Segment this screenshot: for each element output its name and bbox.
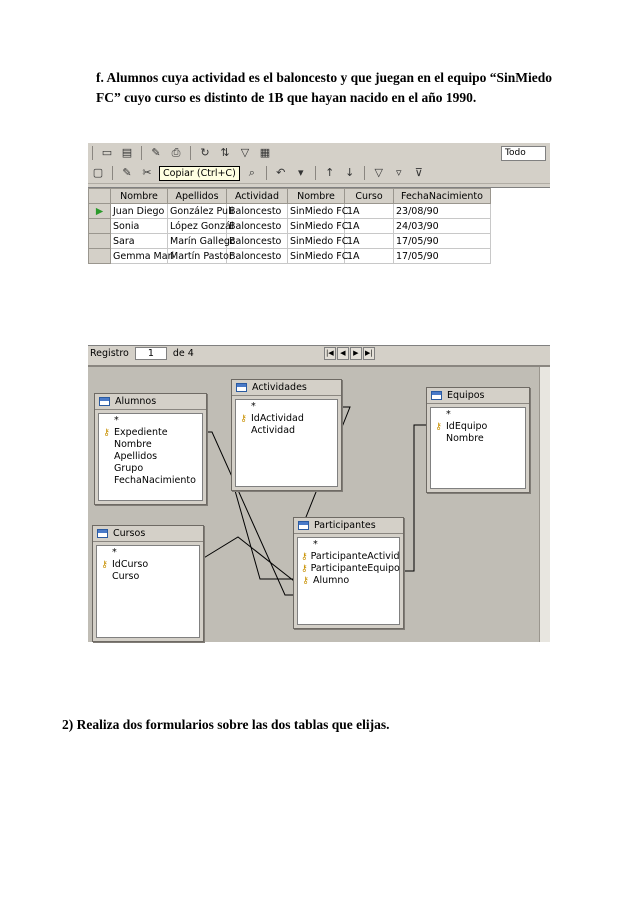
database-screenshot xyxy=(88,143,550,640)
key-icon: ⚷ xyxy=(302,576,309,586)
table-cell[interactable]: 17/05/90 xyxy=(394,249,491,264)
table-cell[interactable]: López Gonzál xyxy=(168,219,227,234)
new-document-icon[interactable]: ▭ xyxy=(101,146,113,159)
field-name: Grupo xyxy=(114,463,144,474)
relation-line-cursos-participantes xyxy=(202,537,294,581)
key-icon: ⚷ xyxy=(103,428,110,438)
field-item[interactable] xyxy=(102,427,202,439)
table-cursos[interactable] xyxy=(92,525,204,642)
field-item[interactable] xyxy=(102,439,202,451)
record-number-input[interactable]: 1 xyxy=(135,347,167,360)
table-cell[interactable]: Baloncesto xyxy=(227,204,288,219)
record-navigation-bar xyxy=(88,345,550,361)
field-name: * xyxy=(112,547,117,558)
table-cell[interactable]: Baloncesto xyxy=(227,219,288,234)
table-cell[interactable]: Baloncesto xyxy=(227,249,288,264)
table-cell[interactable]: 1A xyxy=(345,219,394,234)
undo-icon[interactable]: ↶ xyxy=(276,166,286,179)
field-list xyxy=(98,413,203,501)
field-name: * xyxy=(251,401,256,412)
relationship-diagram xyxy=(88,365,550,642)
row-header[interactable] xyxy=(89,249,111,264)
save-icon[interactable]: ▤ xyxy=(121,146,133,159)
table-title: Actividades xyxy=(252,382,307,393)
table-icon xyxy=(99,397,110,406)
column-header[interactable]: Nombre xyxy=(288,189,345,204)
table-cell[interactable]: Juan Diego xyxy=(111,204,168,219)
remove-filter-icon[interactable]: ⊽ xyxy=(414,166,423,179)
key-icon: ⚷ xyxy=(435,422,442,432)
field-name: Alumno xyxy=(313,575,350,586)
table-participantes[interactable] xyxy=(293,517,404,629)
field-item[interactable] xyxy=(100,547,199,559)
standard-filter-icon[interactable]: ▿ xyxy=(396,166,402,179)
table-cell[interactable]: Sara xyxy=(111,234,168,249)
table-header[interactable] xyxy=(232,380,341,396)
field-list xyxy=(235,399,338,487)
field-name: FechaNacimiento xyxy=(114,475,196,486)
table-header[interactable] xyxy=(294,518,403,534)
field-item[interactable] xyxy=(301,551,399,563)
table-row[interactable] xyxy=(89,249,491,264)
sort-descending-icon[interactable]: ↓ xyxy=(345,166,355,179)
dropdown-arrow-icon[interactable]: ▾ xyxy=(298,166,304,179)
table-title: Equipos xyxy=(447,390,485,401)
table-row[interactable] xyxy=(89,204,491,219)
table-actividades[interactable] xyxy=(231,379,342,491)
last-record-icon[interactable]: ▶| xyxy=(363,347,375,360)
filter-combo[interactable]: Todo xyxy=(501,146,546,161)
row-header-corner xyxy=(89,189,111,204)
table-icon xyxy=(298,521,309,530)
table-cell[interactable]: SinMiedo FC xyxy=(288,249,345,264)
question-f-text: f. Alumnos cuya actividad es el baloncesto y que juegan en el equipo “SinMiedo FC” cuyo curso es distinto de 1B que hayan nacido en el año 1990. xyxy=(96,70,553,105)
vertical-scrollbar[interactable] xyxy=(539,367,550,642)
cut-icon[interactable]: ✂ xyxy=(142,166,152,179)
field-item[interactable] xyxy=(301,563,399,575)
separator xyxy=(92,146,93,160)
field-name: * xyxy=(313,539,318,550)
result-table xyxy=(88,188,491,264)
sort-icon[interactable]: ⇅ xyxy=(220,146,230,159)
field-name: ParticipanteEquipo xyxy=(310,563,400,574)
column-header[interactable]: FechaNacimiento xyxy=(394,189,491,204)
table-icon xyxy=(236,383,247,392)
table-title: Alumnos xyxy=(115,396,157,407)
column-header[interactable]: Apellidos xyxy=(168,189,227,204)
table-title: Participantes xyxy=(314,520,376,531)
field-name: Expediente xyxy=(114,427,168,438)
field-list xyxy=(96,545,200,638)
toolbar-bottom xyxy=(88,163,550,184)
table-cell[interactable]: Martín Pastor xyxy=(168,249,227,264)
field-name: Nombre xyxy=(446,433,484,444)
field-item[interactable] xyxy=(102,475,202,487)
table-row[interactable] xyxy=(89,219,491,234)
field-name: Actividad xyxy=(251,425,296,436)
table-cell[interactable]: SinMiedo FC xyxy=(288,234,345,249)
find-icon[interactable]: ⌕ xyxy=(248,166,255,179)
first-record-icon[interactable]: |◀ xyxy=(324,347,336,360)
filter-icon[interactable]: ▽ xyxy=(240,146,250,159)
separator xyxy=(112,166,113,180)
field-item[interactable] xyxy=(434,409,525,421)
separator xyxy=(266,166,267,180)
separator xyxy=(315,166,316,180)
field-item[interactable] xyxy=(301,575,399,587)
edit-icon[interactable]: ✎ xyxy=(151,146,161,159)
table-icon xyxy=(97,529,108,538)
table-cell[interactable]: Baloncesto xyxy=(227,234,288,249)
relation-line-equipos-participantes xyxy=(402,425,426,571)
table-alumnos[interactable] xyxy=(94,393,207,505)
table-cell[interactable]: SinMiedo FC xyxy=(288,219,345,234)
table-cell[interactable]: 17/05/90 xyxy=(394,234,491,249)
table-header-row xyxy=(89,189,491,204)
copy-tooltip: Copiar (Ctrl+C) xyxy=(159,166,240,181)
table-cell[interactable]: 1A xyxy=(345,234,394,249)
table-cell[interactable]: SinMiedo FC xyxy=(288,204,345,219)
field-name: Curso xyxy=(112,571,140,582)
key-icon: ⚷ xyxy=(301,552,308,562)
print-icon[interactable]: ⎙ xyxy=(171,146,181,159)
table-cell[interactable]: 1A xyxy=(345,249,394,264)
separator xyxy=(141,146,142,160)
column-header[interactable]: Curso xyxy=(345,189,394,204)
key-icon: ⚷ xyxy=(240,414,247,424)
record-total: de 4 xyxy=(172,348,194,359)
field-name: IdActividad xyxy=(251,413,304,424)
table-cell[interactable]: 24/03/90 xyxy=(394,219,491,234)
field-item[interactable] xyxy=(100,571,199,583)
table-cell[interactable]: González Puli xyxy=(168,204,227,219)
field-item[interactable] xyxy=(434,421,525,433)
field-name: * xyxy=(114,415,119,426)
table-header[interactable] xyxy=(427,388,529,404)
column-header[interactable]: Actividad xyxy=(227,189,288,204)
table-cell[interactable]: 23/08/90 xyxy=(394,204,491,219)
table-header[interactable] xyxy=(95,394,206,410)
current-row-marker-icon: ▶ xyxy=(89,204,111,219)
table-equipos[interactable] xyxy=(426,387,530,493)
table-title: Cursos xyxy=(113,528,146,539)
field-item[interactable] xyxy=(100,559,199,571)
table-view-icon[interactable]: ▦ xyxy=(259,146,271,159)
field-list xyxy=(297,537,400,625)
separator xyxy=(364,166,365,180)
key-icon: ⚷ xyxy=(101,560,108,570)
row-header[interactable] xyxy=(89,234,111,249)
separator xyxy=(190,146,191,160)
question-2-text: 2) Realiza dos formularios sobre las dos tablas que elijas. xyxy=(62,717,390,732)
field-item[interactable] xyxy=(102,451,202,463)
previous-record-icon[interactable]: ◀ xyxy=(337,347,349,360)
result-grid xyxy=(88,187,550,346)
nav-buttons xyxy=(324,347,376,360)
column-header[interactable]: Nombre xyxy=(111,189,168,204)
field-name: IdCurso xyxy=(112,559,149,570)
field-item[interactable] xyxy=(102,463,202,475)
field-item[interactable] xyxy=(434,433,525,445)
field-item[interactable] xyxy=(239,401,337,413)
sort-ascending-icon[interactable]: ↑ xyxy=(325,166,335,179)
table-icon xyxy=(431,391,442,400)
toolbar-top xyxy=(88,143,550,164)
field-name: * xyxy=(446,409,451,420)
edit-data-icon[interactable]: ✎ xyxy=(122,166,132,179)
refresh-icon[interactable]: ↻ xyxy=(200,146,210,159)
autofilter-icon[interactable]: ▽ xyxy=(374,166,384,179)
field-item[interactable] xyxy=(239,413,337,425)
field-name: ParticipanteActivid xyxy=(310,551,400,562)
table-header[interactable] xyxy=(93,526,203,542)
record-label: Registro xyxy=(90,348,129,359)
field-list xyxy=(430,407,526,489)
next-record-icon[interactable]: ▶ xyxy=(350,347,362,360)
table-cell[interactable]: Marín Gallegc xyxy=(168,234,227,249)
form-icon[interactable]: ▢ xyxy=(92,166,104,179)
key-icon: ⚷ xyxy=(301,564,308,574)
field-item[interactable] xyxy=(102,415,202,427)
field-item[interactable] xyxy=(239,425,337,437)
row-header[interactable] xyxy=(89,219,111,234)
field-name: IdEquipo xyxy=(446,421,488,432)
field-item[interactable] xyxy=(301,539,399,551)
table-row[interactable] xyxy=(89,234,491,249)
table-cell[interactable]: Gemma Mari xyxy=(111,249,168,264)
field-name: Nombre xyxy=(114,439,152,450)
table-cell[interactable]: 1A xyxy=(345,204,394,219)
field-name: Apellidos xyxy=(114,451,158,462)
table-cell[interactable]: Sonia xyxy=(111,219,168,234)
